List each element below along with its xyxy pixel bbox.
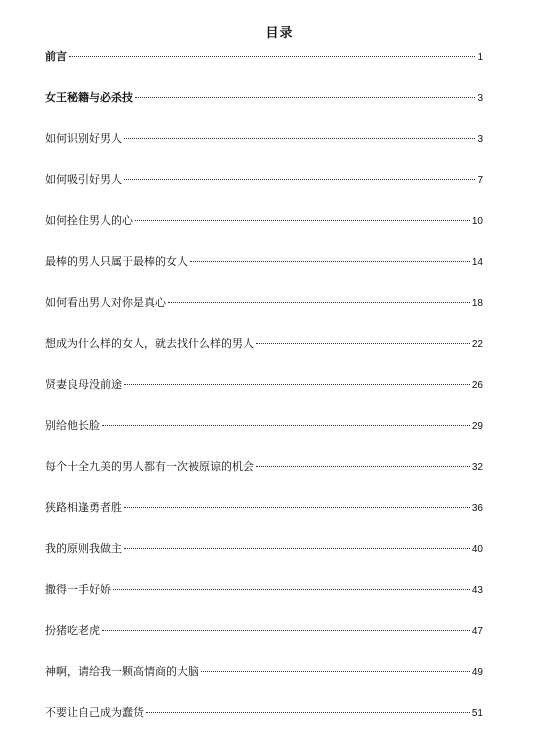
- toc-entry-page: 22: [471, 339, 483, 350]
- toc-entry-page: 18: [471, 298, 483, 309]
- dot-leader: [256, 466, 470, 467]
- dot-leader: [135, 220, 470, 221]
- toc-entry-text: 想成为什么样的女人，就去找什么样的男人: [45, 337, 254, 350]
- dot-leader: [69, 56, 475, 57]
- toc-entry-page: 49: [471, 667, 483, 678]
- toc-entry-page: 32: [471, 462, 483, 473]
- dot-leader: [124, 138, 475, 139]
- toc-entry-text: 别给他长脸: [45, 419, 100, 432]
- toc-entry-page: 26: [471, 380, 483, 391]
- toc-entry-page: 51: [471, 708, 483, 719]
- dot-leader: [168, 302, 470, 303]
- toc-entry[interactable]: [45, 214, 483, 255]
- toc-entry-text: 如何吸引好男人: [45, 173, 122, 186]
- toc-entry[interactable]: [45, 542, 483, 583]
- toc-entry-text: 每个十全九美的男人都有一次被原谅的机会: [45, 460, 254, 473]
- toc-entry[interactable]: [45, 173, 483, 214]
- toc-entry-page: 29: [471, 421, 483, 432]
- toc-entry-text: 如何看出男人对你是真心: [45, 296, 166, 309]
- toc-entry[interactable]: [45, 501, 483, 542]
- toc-entry-page: 40: [471, 544, 483, 555]
- dot-leader: [256, 343, 470, 344]
- toc-entry-text: 如何识别好男人: [45, 132, 122, 145]
- toc-entry-page: 36: [471, 503, 483, 514]
- toc-entry[interactable]: [45, 337, 483, 378]
- toc-entry-page: 3: [477, 93, 483, 104]
- toc-entry-text: 我的原则我做主: [45, 542, 122, 555]
- toc-entry[interactable]: [45, 378, 483, 419]
- dot-leader: [146, 712, 470, 713]
- toc-entry-page: 43: [471, 585, 483, 596]
- toc-entry[interactable]: [45, 132, 483, 173]
- toc-entry-text: 贤妻良母没前途: [45, 378, 122, 391]
- toc-entry-text: 最棒的男人只属于最棒的女人: [45, 255, 188, 268]
- toc-entry[interactable]: [45, 91, 483, 132]
- toc-entry-text: 如何拴住男人的心: [45, 214, 133, 227]
- dot-leader: [124, 507, 470, 508]
- toc-entry[interactable]: [45, 583, 483, 624]
- toc-entry-text: 扮猪吃老虎: [45, 624, 100, 637]
- toc-entry-text: 不要让自己成为蠢货: [45, 706, 144, 719]
- toc-entry-page: 1: [477, 52, 483, 63]
- toc-list: [45, 50, 483, 747]
- toc-entry-text: 神啊，请给我一颗高情商的大脑: [45, 665, 199, 678]
- toc-entry[interactable]: [45, 706, 483, 747]
- toc-entry-page: 7: [477, 175, 483, 186]
- dot-leader: [124, 179, 475, 180]
- toc-entry-page: 10: [471, 216, 483, 227]
- toc-entry[interactable]: [45, 255, 483, 296]
- toc-entry[interactable]: [45, 665, 483, 706]
- dot-leader: [102, 630, 470, 631]
- toc-entry[interactable]: [45, 296, 483, 337]
- toc-title: 目录: [265, 26, 294, 41]
- dot-leader: [124, 548, 470, 549]
- dot-leader: [135, 97, 475, 98]
- toc-entry-text: 撒得一手好娇: [45, 583, 111, 596]
- dot-leader: [113, 589, 470, 590]
- toc-entry-page: 14: [471, 257, 483, 268]
- toc-entry-page: 47: [471, 626, 483, 637]
- toc-entry-text: 前言: [45, 50, 67, 63]
- dot-leader: [102, 425, 470, 426]
- dot-leader: [124, 384, 470, 385]
- toc-entry-text: 狭路相逢勇者胜: [45, 501, 122, 514]
- dot-leader: [190, 261, 470, 262]
- toc-entry-page: 3: [477, 134, 483, 145]
- toc-entry[interactable]: [45, 460, 483, 501]
- toc-entry-text: 女王秘籍与必杀技: [45, 91, 133, 104]
- toc-entry[interactable]: [45, 50, 483, 91]
- toc-entry[interactable]: [45, 419, 483, 460]
- toc-entry[interactable]: [45, 624, 483, 665]
- dot-leader: [201, 671, 470, 672]
